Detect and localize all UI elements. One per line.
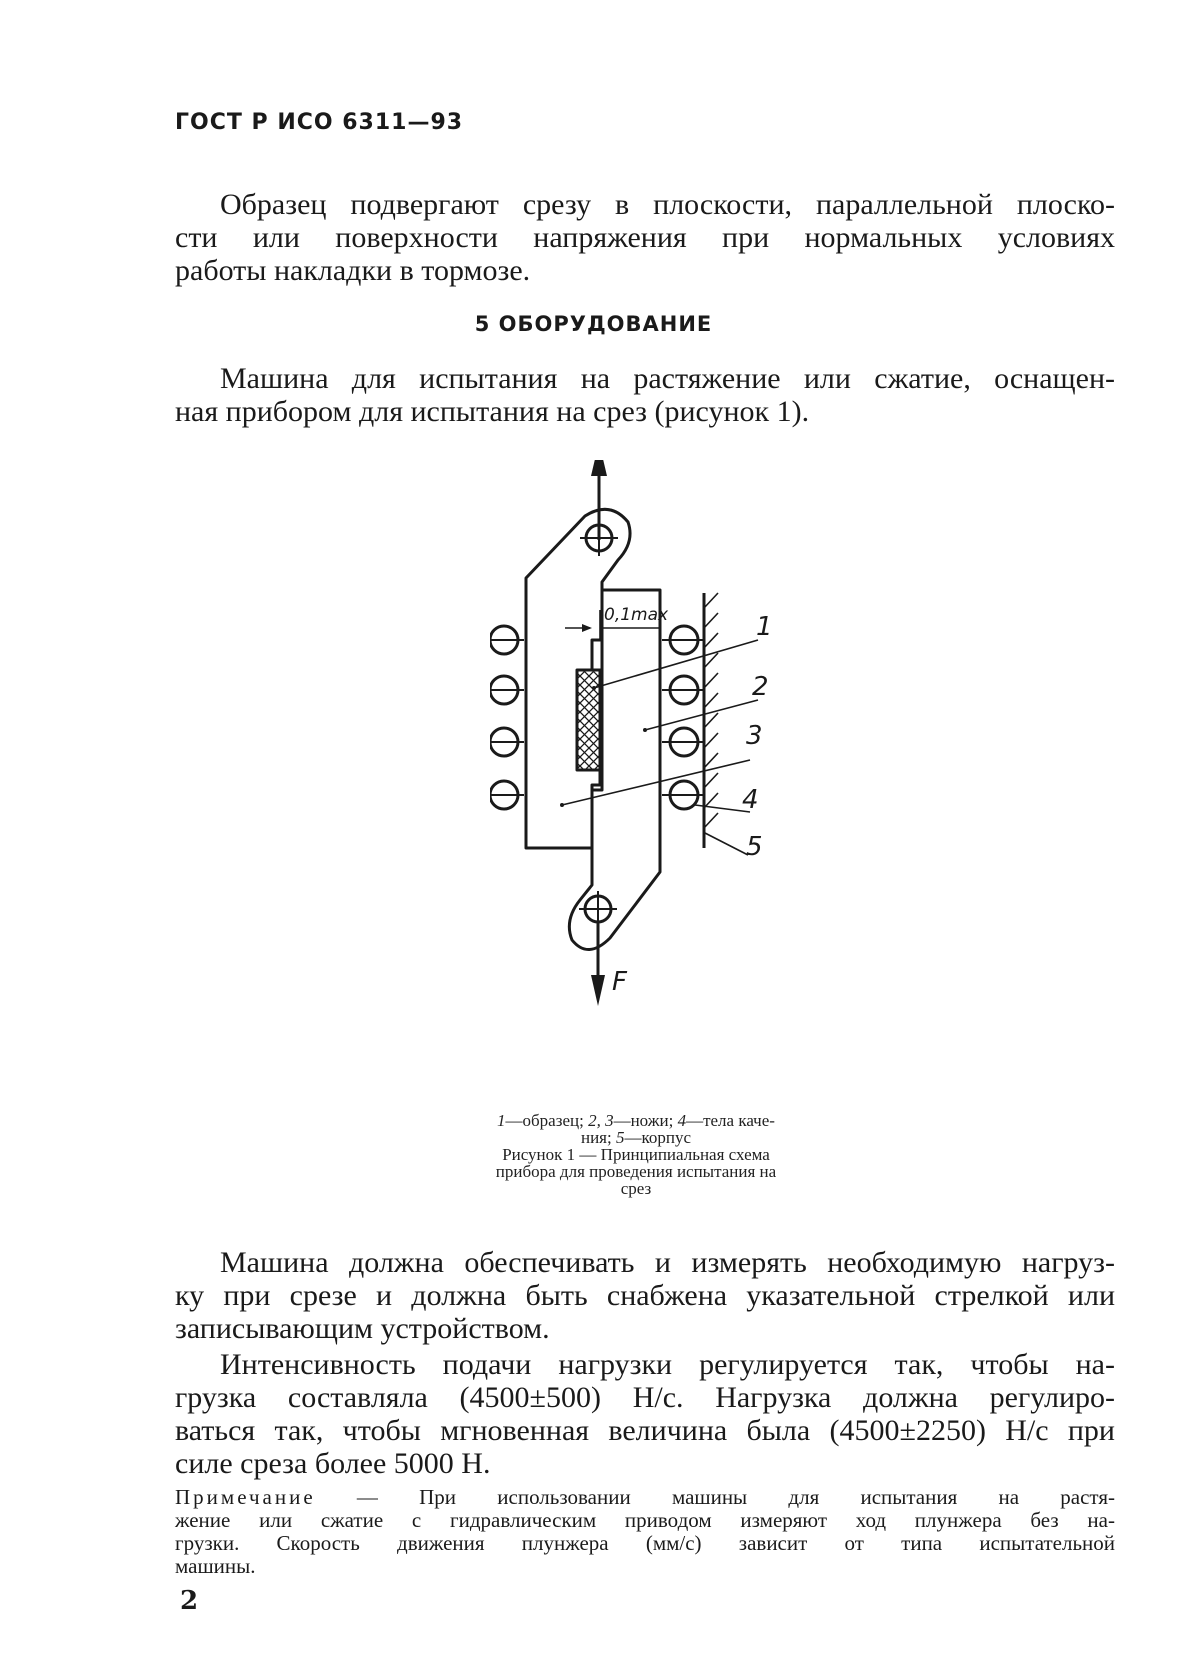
section-heading: 5 ОБОРУДОВАНИЕ (474, 312, 713, 336)
document-header: ГОСТ Р ИСО 6311—93 (175, 110, 464, 135)
figure-legend (436, 1129, 836, 1146)
text-line: работы накладки в тормозе. (175, 254, 531, 287)
page-number: 2 (180, 1586, 199, 1616)
text-line: сти или поверхности напряжения при нормальных условиях (175, 221, 1115, 254)
legend-number: 5 (615, 1128, 625, 1147)
text-line: ваться так, чтобы мгновенная величина была (4500±2250) Н/с при (175, 1414, 1115, 1447)
right-rollers (662, 626, 704, 809)
legend-text: —образец; (505, 1111, 589, 1130)
text-line: Машина для испытания на растяжение или сжатие, оснащен- (220, 362, 1115, 395)
text-line: грузка составляла (4500±500) Н/с. Нагрузка должна регулиро- (175, 1381, 1115, 1414)
text-line: Образец подвергают срезу в плоскости, параллельной плоско- (220, 188, 1115, 221)
note-block (175, 1486, 1115, 1578)
arrow-head-up (591, 460, 607, 476)
legend-number: 1 (497, 1111, 506, 1130)
figure-title: срез (620, 1179, 652, 1198)
paragraph-specimen-shear (175, 188, 1115, 287)
callout-3: 3 (746, 721, 763, 751)
arrow-head-down (591, 975, 605, 1006)
paragraph-equipment (175, 362, 1115, 428)
callout-2: 2 (752, 672, 769, 702)
note-line: машины. (175, 1554, 256, 1578)
paragraph-machine-requirements (175, 1246, 1115, 1345)
shear-test-diagram (490, 460, 870, 1080)
note-line: грузки. Скорость движения плунжера (мм/с) зависит от типа испытательной (175, 1531, 1115, 1555)
legend-text: ния; (580, 1128, 616, 1147)
legend-text: —тела каче- (686, 1111, 775, 1130)
force-label: F (612, 967, 627, 997)
figure-legend (436, 1112, 836, 1129)
note-line (175, 1486, 1115, 1509)
callout-5: 5 (746, 832, 763, 862)
legend-text: —ножи; (613, 1111, 678, 1130)
text-line: Интенсивность подачи нагрузки регулируется так, чтобы на- (220, 1348, 1115, 1381)
callout-1: 1 (756, 612, 773, 642)
specimen (577, 670, 600, 770)
legend-text: —корпус (624, 1128, 692, 1147)
figure-title: Рисунок 1 — Принципиальная схема (502, 1145, 770, 1164)
paragraph-load-rate (175, 1348, 1115, 1480)
left-rollers (490, 626, 524, 809)
note-line: жение или сжатие с гидравлическим приводом измеряют ход плунжера без на- (175, 1508, 1115, 1532)
text-line: Машина должна обеспечивать и измерять необходимую нагруз- (220, 1246, 1115, 1279)
callout-4: 4 (742, 785, 759, 815)
figure-caption (436, 1112, 836, 1197)
legend-number: 4 (677, 1111, 687, 1130)
figure-title: прибора для проведения испытания на (495, 1162, 777, 1181)
legend-number: 2, 3 (588, 1111, 614, 1130)
text-line: ная прибором для испытания на срез (рисунок 1). (175, 395, 810, 428)
note-text: — При использовании машины для испытания на растя- (315, 1485, 1115, 1509)
text-line: ку при срезе и должна быть снабжена указательной стрелкой или (175, 1279, 1115, 1312)
note-label: Примечание (175, 1485, 316, 1509)
dimension-label: 0,1max (604, 605, 669, 625)
text-line: силе среза более 5000 Н. (175, 1447, 491, 1480)
text-line: записывающим устройством. (175, 1312, 550, 1345)
